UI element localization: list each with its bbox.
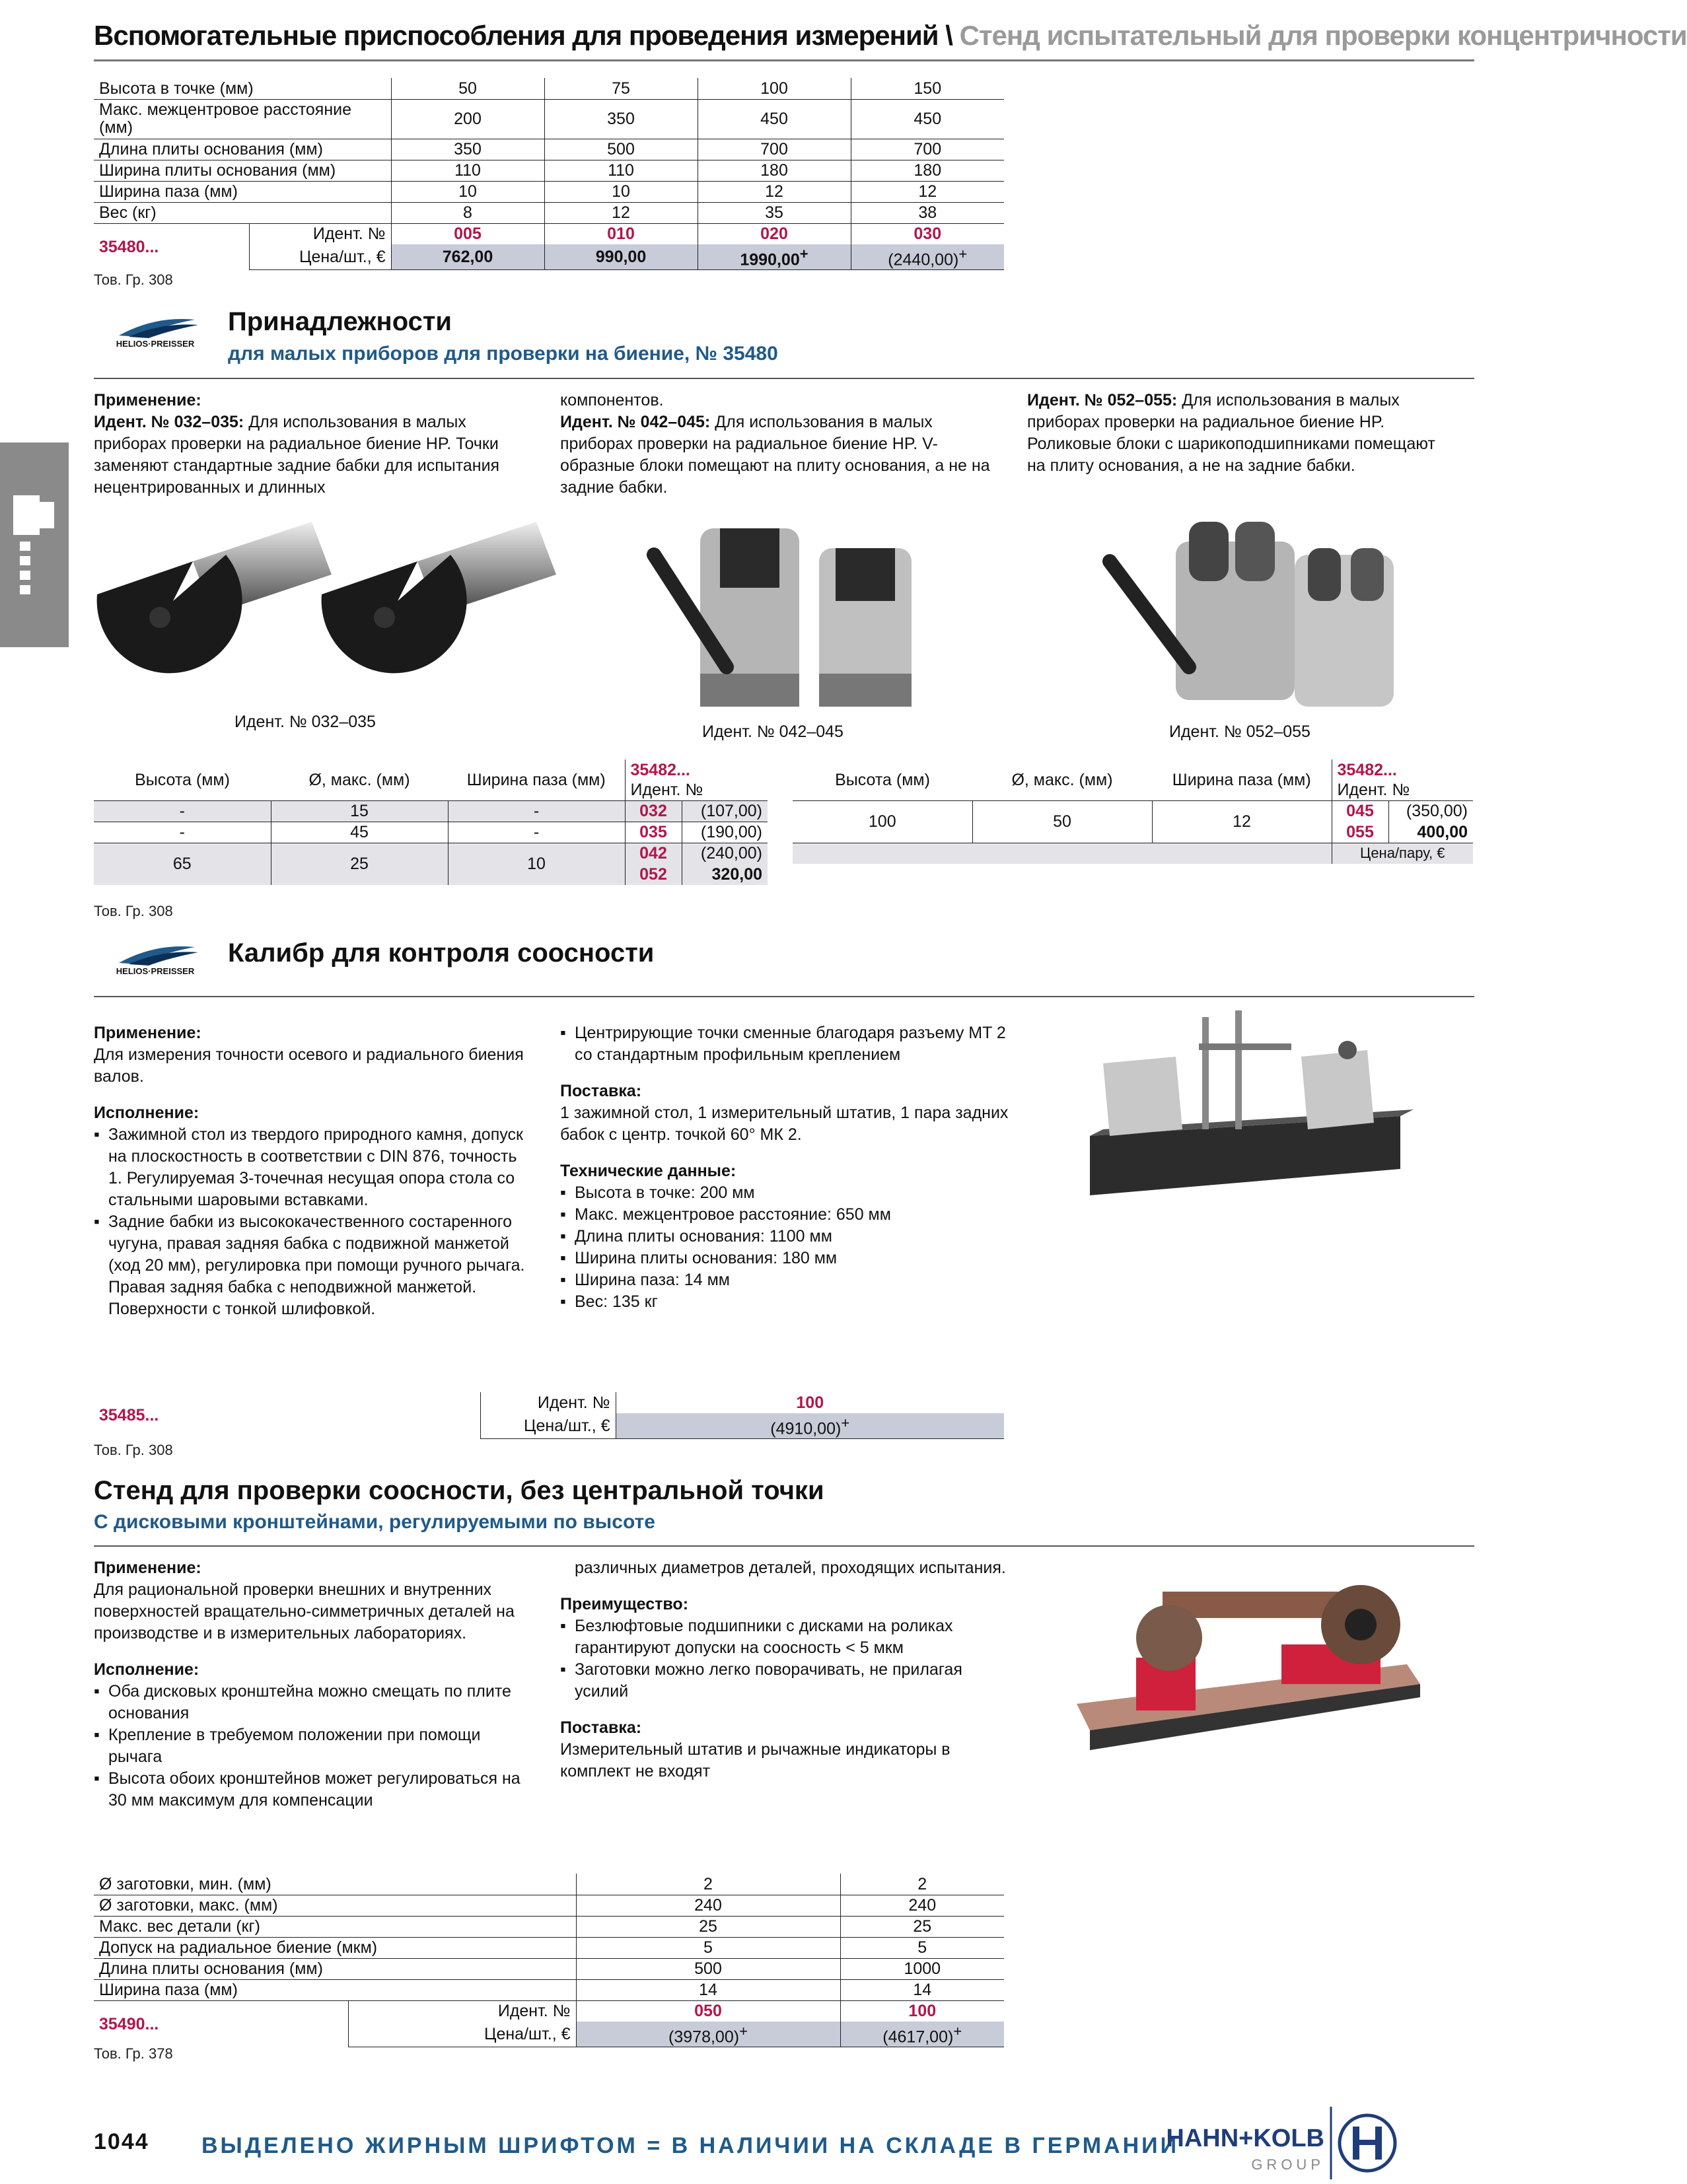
stand-col-2: различных диаметров деталей, проходящих испытания. Преимущество: ▪ Безлюфтовые подшипники с дисками на роликах гарантируют допуски на соосность < 5 мкм ▪ Заготовки можно легко поворачивать, не прилагая усилий Поставка: Измерительный штатив и рычажные индикаторы в комплект не входят — [560, 1557, 1009, 1782]
list-item: ▪ Макс. межцентровое расстояние: 650 мм — [560, 1204, 1009, 1226]
helios-preisser-logo — [92, 943, 218, 976]
list-item: ▪ Оба дисковых кронштейна можно смещать по плите основания — [94, 1681, 530, 1724]
helios-preisser-logo — [92, 316, 218, 349]
list-item: ▪ Вес: 135 кг — [560, 1291, 1009, 1313]
center-points-image — [94, 502, 543, 700]
page-number: 1044 — [94, 2129, 149, 2154]
caption-042-045: Идент. № 042–045 — [702, 722, 844, 741]
table-row: Ø заготовки, макс. (мм) 240 240 — [94, 1895, 1004, 1916]
table-row: Длина плиты основания (мм) 500 1000 — [94, 1958, 1004, 1979]
price-row: Цена/шт., € 762,00 990,00 1990,00+ (2440,00)+ — [94, 244, 1004, 270]
table-row: 100 50 12 045 (350,00) — [793, 800, 1473, 822]
table-row: Ширина паза (мм) 14 14 — [94, 1979, 1004, 2000]
accessories-table-a: Высота (мм) Ø, макс. (мм) Ширина паза (мм) 35482... Идент. № - 15 - 032 (107,00) - 45 - 035 (190,00) 65 25 10 042 (240,00) 052 320,00 — [94, 759, 768, 885]
logo-text: HELIOS·PREISSER — [116, 966, 195, 976]
spec-table-35480 — [94, 78, 1004, 270]
hahn-kolb-logo — [1166, 2107, 1400, 2179]
list-item: ▪ Высота в точке: 200 мм — [560, 1182, 1009, 1204]
table-row: Длина плиты основания (мм) 350 500 700 700 — [94, 139, 1004, 160]
id-row: 35480... Идент. № 005 010 020 030 — [94, 223, 1004, 244]
list-item: ▪ Ширина паза: 14 мм — [560, 1269, 1009, 1291]
spec-table-35490 — [94, 1874, 1004, 2047]
roller-blocks-image — [1096, 509, 1400, 713]
product-code: 35480... — [99, 237, 159, 256]
logo-text: HELIOS·PREISSER — [116, 339, 195, 349]
table-row: 65 25 10 042 (240,00) — [94, 843, 768, 864]
caption-032-035: Идент. № 032–035 — [234, 713, 376, 731]
table-row: Вес (кг) 8 12 35 38 — [94, 202, 1004, 223]
list-item: ▪ Зажимной стол из твердого природного камня, допуск на плоскостность в соответствии с DIN 876, точность 1. Регулируемая 3-точечная несущая опора стола со стальными шаровыми вставками. — [94, 1124, 530, 1211]
accessories-col-3: Идент. № 052–055: Для использования в малых приборах проверки на радиальное биение HP. Роликовые блоки с шарикоподшипниками помещают на плиту основания, а не на задние бабки. — [1027, 391, 1435, 475]
caliber-order-table: 35485... Идент. № 100 Цена/шт., € (4910,00)+ — [94, 1392, 1004, 1439]
product-code: 35485... — [99, 1406, 159, 1425]
table-row: Допуск на радиальное биение (мкм) 5 5 — [94, 1937, 1004, 1958]
product-group: Тов. Гр. 308 — [94, 903, 173, 919]
section-rule — [94, 378, 1474, 379]
list-item: ▪ Задние бабки из высококачественного состаренного чугуна, правая задняя бабка с подвижной манжетой (ход 20 мм), регулировка при помощи ручного рычага. Правая задняя бабка с неподвижной манжетой. Поверхности с тонкой шлифовкой. — [94, 1211, 530, 1320]
stand-image — [1063, 1565, 1433, 1763]
list-item: ▪ Заготовки можно легко поворачивать, не прилагая усилий — [560, 1659, 1009, 1703]
header-rule — [94, 59, 1474, 61]
caliber-col-1: Применение: Для измерения точности осевого и радиального биения валов. Исполнение: ▪ Зажимной стол из твердого природного камня, допуск на плоскостность в соответствии с DIN 876, точность 1. Регулируемая 3-точечная несущая опора стола со стальными шаровыми вставками. ▪ Задние бабки из высококачественного состаренного чугуна, правая задняя бабка с подвижной манжетой (ход 20 мм), регулировка при помощи ручного рычага. Правая задняя бабка с неподвижной манжетой. Поверхности с тонкой шлифовкой. — [94, 1022, 530, 1320]
table-row: Ширина паза (мм) 10 10 12 12 — [94, 181, 1004, 202]
table-row: Ø заготовки, мин. (мм) 2 2 — [94, 1874, 1004, 1895]
stand-col-1: Применение: Для рациональной проверки внешних и внутренних поверхностей вращательно-симметричных деталей на производстве и в измерительных лабораториях. Исполнение: ▪ Оба дисковых кронштейна можно смещать по плите основания ▪ Крепление в требуемом положении при помощи рычага ▪ Высота обоих кронштейнов может регулироваться на 30 мм максимум для компенсации — [94, 1557, 530, 1812]
caliber-image — [1083, 1004, 1427, 1209]
table-row: Макс. вес детали (кг) 25 25 — [94, 1916, 1004, 1937]
section-rule — [94, 1545, 1474, 1547]
page-header — [94, 18, 1687, 53]
section-subtitle-stand: С дисковыми кронштейнами, регулируемыми по высоте — [94, 1511, 655, 1533]
section-title-stand: Стенд для проверки соосности, без центральной точки — [94, 1476, 824, 1505]
product-code: 35490... — [99, 2014, 159, 2033]
section-rule — [94, 996, 1474, 997]
table-row: Высота в точке (мм) 50 75 100 150 — [94, 78, 1004, 99]
brand-text: HAHN+KOLB — [1166, 2125, 1324, 2152]
table-row: Ширина плиты основания (мм) 110 110 180 180 — [94, 160, 1004, 181]
table-row: 055 400,00 — [793, 822, 1473, 843]
brand-subtext: GROUP — [1251, 2156, 1324, 2173]
table-row: - 45 - 035 (190,00) — [94, 822, 768, 843]
list-item: ▪ Крепление в требуемом положении при помощи рычага — [94, 1724, 530, 1768]
header-separator: \ — [938, 20, 960, 51]
product-group: Тов. Гр. 308 — [94, 271, 173, 288]
accessories-table-b: Высота (мм) Ø, макс. (мм) Ширина паза (мм) 35482... Идент. № 100 50 12 045 (350,00) 055 400,00 Цена/пару, € — [793, 759, 1473, 864]
product-group: Тов. Гр. 378 — [94, 2045, 173, 2062]
list-item: ▪ Ширина плиты основания: 180 мм — [560, 1248, 1009, 1269]
list-item: ▪ Центрирующие точки сменные благодаря разъему MT 2 со стандартным профильным креплением — [560, 1022, 1009, 1066]
list-item: ▪ Высота обоих кронштейнов может регулироваться на 30 мм максимум для компенсации — [94, 1768, 530, 1812]
id-row: 35490... Идент. № 050 100 — [94, 2000, 1004, 2022]
table-row: 052 320,00 — [94, 864, 768, 885]
header-subtitle: Стенд испытательный для проверки концентричности — [959, 20, 1687, 51]
section-subtitle-accessories: для малых приборов для проверки на биение, № 35480 — [228, 343, 778, 365]
header-title: Вспомогательные приспособления для проведения измерений — [94, 20, 939, 51]
section-title-accessories: Принадлежности — [228, 307, 452, 336]
stock-note: ВЫДЕЛЕНО ЖИРНЫМ ШРИФТОМ = В НАЛИЧИИ НА СКЛАДЕ В ГЕРМАНИИ — [201, 2133, 1180, 2158]
measuring-icon — [0, 442, 69, 647]
table-row: Макс. межцентровое расстояние (мм) 200 350 450 450 — [94, 99, 1004, 139]
accessories-col-1: Применение: Идент. № 032–035: Для использования в малых приборах проверки на радиальное биение HP. Точки заменяют стандартные задние бабки для испытания нецентрированных и длинных — [94, 391, 500, 497]
section-title-caliber: Калибр для контроля соосности — [228, 938, 655, 968]
v-blocks-image — [641, 509, 945, 713]
list-item: ▪ Безлюфтовые подшипники с дисками на роликах гарантируют допуски на соосность < 5 мкм — [560, 1615, 1009, 1659]
caliber-col-2: ▪ Центрирующие точки сменные благодаря разъему MT 2 со стандартным профильным креплением Поставка: 1 зажимной стол, 1 измерительный штатив, 1 пара задних бабок с центр. точкой 60° МК 2. Технические данные: ▪ Высота в точке: 200 мм ▪ Макс. межцентровое расстояние: 650 мм ▪ Длина плиты основания: 1100 мм ▪ Ширина плиты основания: 180 мм ▪ Ширина паза: 14 мм ▪ Вес: 135 кг — [560, 1022, 1009, 1313]
section-side-tab — [0, 442, 69, 647]
accessories-col-2: компонентов. Идент. № 042–045: Для использования в малых приборах проверки на радиальное биение HP. V-образные блоки помещают на плиту основания, а не на задние бабки. — [560, 391, 990, 497]
price-row: Цена/шт., € (3978,00)+ (4617,00)+ — [94, 2022, 1004, 2047]
table-row: - 15 - 032 (107,00) — [94, 800, 768, 822]
product-group: Тов. Гр. 308 — [94, 1442, 173, 1458]
caption-052-055: Идент. № 052–055 — [1169, 722, 1310, 741]
price-row: Цена/шт., € (4910,00)+ — [94, 1413, 1004, 1439]
list-item: ▪ Длина плиты основания: 1100 мм — [560, 1226, 1009, 1248]
